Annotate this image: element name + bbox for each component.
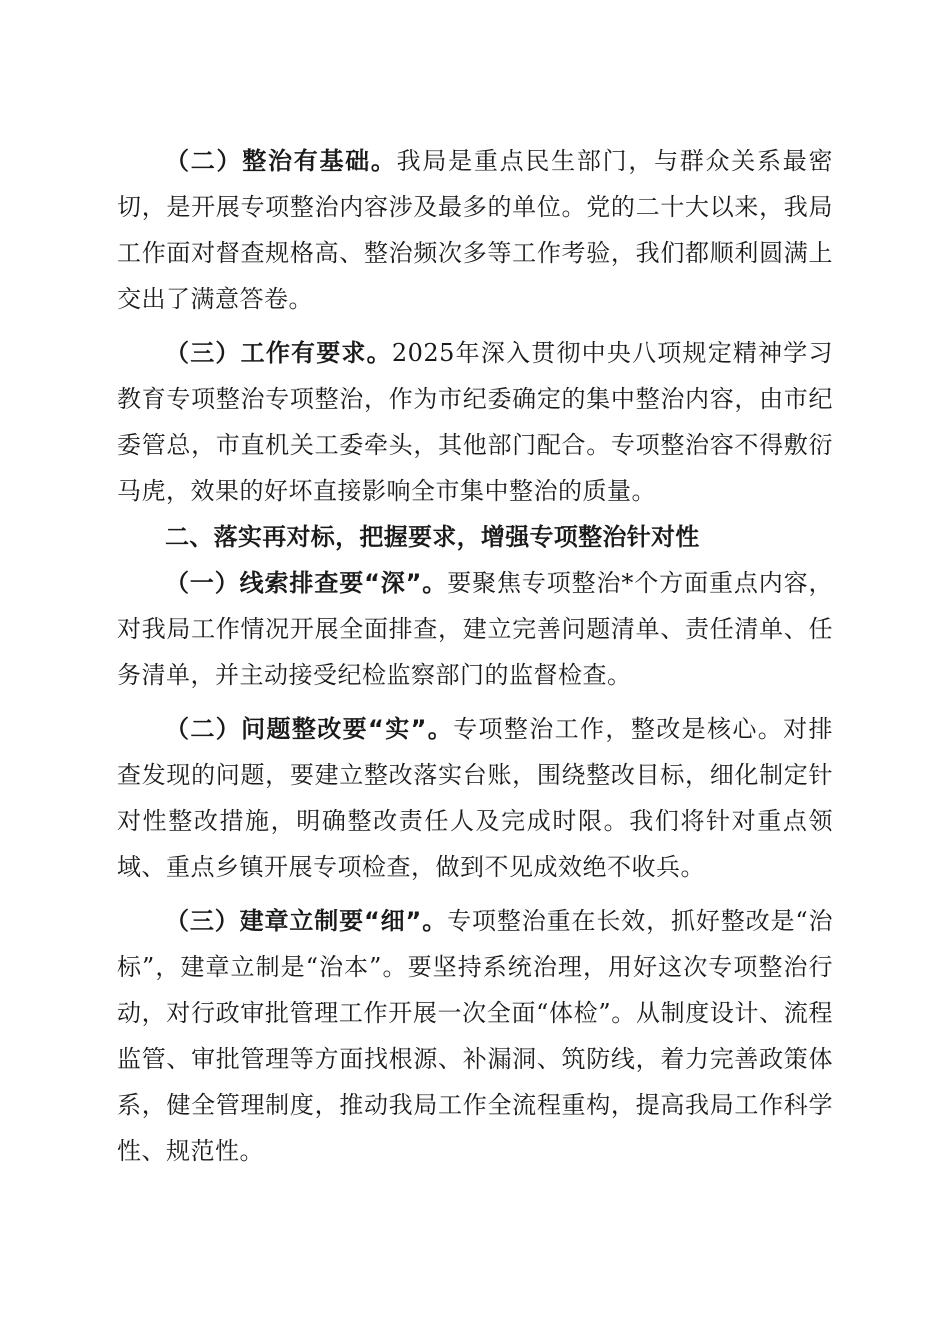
paragraph-text: 2025年深入贯彻中央八项规定精神学习教育专项整治专项整治，作为市纪委确定的集中整治内容，由市纪委管总，市直机关工委牵头，其他部门配合。专项整治容不得敷衍马虎，效果的好坏直接影响全市集中整治的质量。 xyxy=(117,339,834,505)
paragraph-lead: （三）工作有要求。 xyxy=(165,339,392,367)
paragraph-foundation xyxy=(117,138,833,322)
paragraph-text: 专项整治重在长效，抓好整改是“治标”，建章立制是“治本”。要坚持系统治理，用好这次专项整治行动，对行政审批管理工作开展一次全面“体检”。从制度设计、流程监管、审批管理等方面找根源、补漏洞、筑防线，着力完善政策体系，健全管理制度，推动我局工作全流程重构，提高我局工作科学性、规范性。 xyxy=(117,907,833,1165)
paragraph-lead: （二）问题整改要“实”。 xyxy=(165,715,454,743)
paragraph-requirement xyxy=(117,330,833,514)
paragraph-clue-check xyxy=(117,560,833,698)
paragraph-lead: （三）建章立制要“细”。 xyxy=(165,907,448,935)
paragraph-text: 要聚焦专项整治*个方面重点内容，对我局工作情况开展全面排查，建立完善问题清单、责任清单、任务清单，并主动接受纪检监察部门的监督检查。 xyxy=(117,569,834,689)
document-body xyxy=(117,138,833,1174)
paragraph-rectification xyxy=(117,706,833,890)
paragraph-lead: （二）整治有基础。 xyxy=(165,147,397,175)
paragraph-text: 我局是重点民生部门，与群众关系最密切，是开展专项整治内容涉及最多的单位。党的二十大以来，我局工作面对督查规格高、整治频次多等工作考验，我们都顺利圆满上交出了满意答卷。 xyxy=(117,147,834,313)
section-heading: 二、落实再对标，把握要求，增强专项整治针对性 xyxy=(165,523,700,551)
paragraph-institution xyxy=(117,898,833,1174)
paragraph-lead: （一）线索排查要“深”。 xyxy=(165,569,448,597)
paragraph-text: 专项整治工作，整改是核心。对排查发现的问题，要建立整改落实台账，围绕整改目标，细化制定针对性整改措施，明确整改责任人及完成时限。我们将针对重点领域、重点乡镇开展专项检查，做到不见成效绝不收兵。 xyxy=(117,715,833,881)
